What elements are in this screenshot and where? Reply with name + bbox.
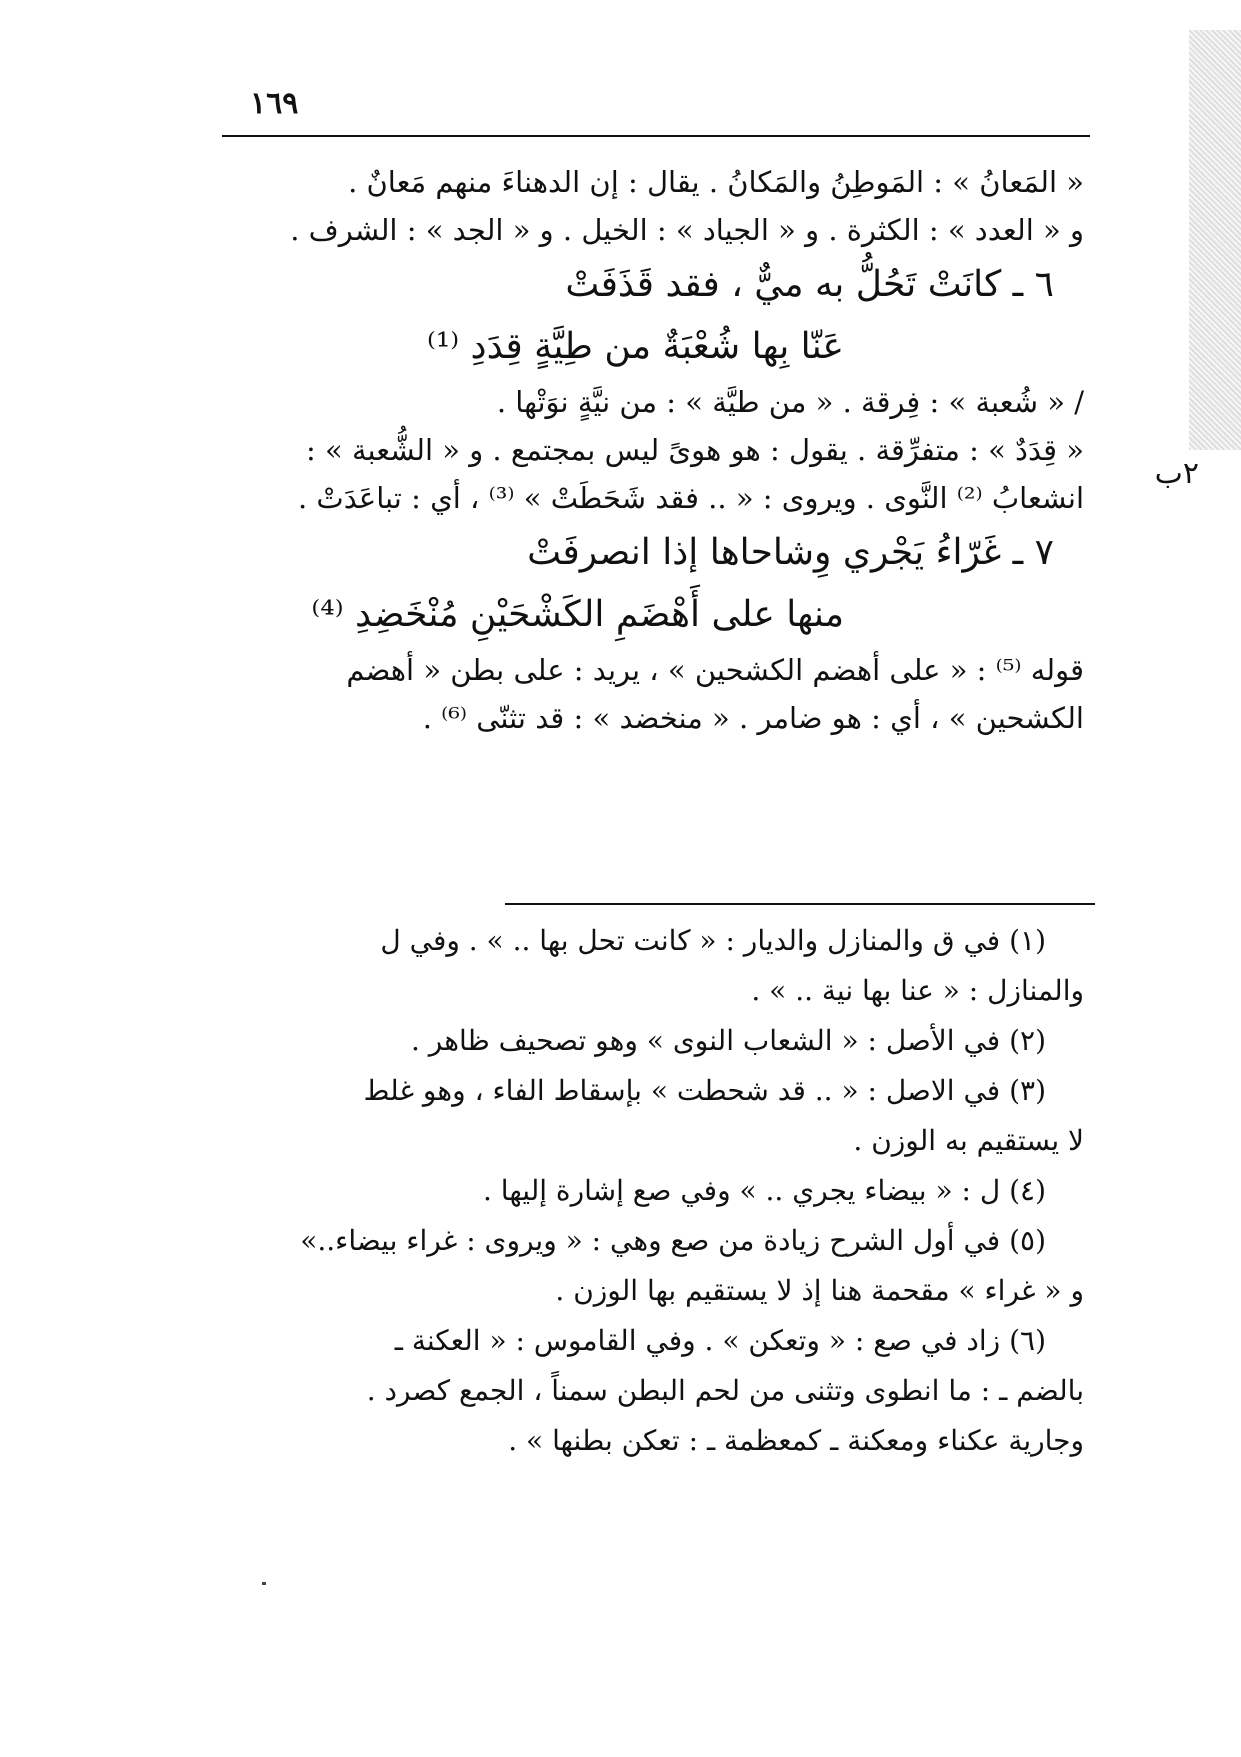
verse-6-hemistich-2: عَنّا بِها شُعْبَةٌ من طِيَّةٍ قِدَدِ ⁽¹⁾ <box>426 326 844 367</box>
scan-edge-shadow <box>1189 30 1241 450</box>
verse-6-hemistich-1: ٦ ـ كانَتْ تَحُلُّ به ميٌّ ، فقد قَذَفَتْ <box>565 264 1054 305</box>
commentary-line: قوله ⁽⁵⁾ : « على أهضم الكشحين » ، يريد : على بطن « أهضم <box>346 653 1084 687</box>
footnote-line: و « غراء » مقحمة هنا إذ لا يستقيم بها الوزن . <box>555 1274 1084 1307</box>
commentary-line: الكشحين » ، أي : هو ضامر . « منخضد » : قد تثنّى ⁽⁶⁾ . <box>422 701 1084 735</box>
footnote-line: بالضم ـ : ما انطوى وتثنى من لحم البطن سمناً ، الجمع كصرد . <box>366 1374 1084 1407</box>
footnote-rule <box>505 903 1095 905</box>
footnote-line: (٣) في الاصل : « .. قد شحطت » بإسقاط الفاء ، وهو غلط <box>363 1074 1046 1107</box>
footnotes <box>214 916 1084 1466</box>
header-rule <box>222 135 1090 137</box>
commentary-line: « قِدَدٌ » : متفرِّقة . يقول : هو هوىً ليس بمجتمع . و « الشُّعبة » : <box>306 433 1084 467</box>
body-line: « المَعانُ » : المَوطِنُ والمَكانُ . يقال : إن الدهناءَ منهم مَعانٌ . <box>348 165 1084 199</box>
footnote-line: (٦) زاد في صع : « وتعكن » . وفي القاموس : « العكنة ـ <box>394 1324 1046 1357</box>
main-text <box>214 158 1084 742</box>
scan-speck <box>262 1582 266 1585</box>
footnote-line: (٥) في أول الشرح زيادة من صع وهي : « ويروى : غراء بيضاء..» <box>300 1224 1046 1257</box>
commentary-line: انشعابُ ⁽²⁾ النَّوى . ويروى : « .. فقد شَحَطَتْ » ⁽³⁾ ، أي : تباعَدَتْ . <box>297 481 1084 515</box>
footnote-line: والمنازل : « عنا بها نية .. » . <box>751 974 1084 1007</box>
margin-note: ٢ب <box>1154 456 1199 491</box>
body-line: و « العدد » : الكثرة . و « الجياد » : الخيل . و « الجد » : الشرف . <box>290 213 1084 247</box>
commentary-line: / « شُعبة » : فِرقة . « من طيَّة » : من نيَّةٍ نوَتْها . <box>496 385 1084 419</box>
footnote-line: وجارية عكناء ومعكنة ـ كمعظمة ـ : تعكن بطنها » . <box>508 1424 1084 1457</box>
footnote-line: (٢) في الأصل : « الشعاب النوى » وهو تصحيف ظاهر . <box>410 1024 1046 1057</box>
verse-7-hemistich-1: ٧ ـ غَرّاءُ يَجْري وِشاحاها إذا انصرفَتْ <box>527 532 1054 573</box>
footnote-line: لا يستقيم به الوزن . <box>853 1124 1084 1157</box>
footnote-line: (١) في ق والمنازل والديار : « كانت تحل بها .. » . وفي ل <box>380 924 1046 957</box>
verse-7-hemistich-2: منها على أَهْضَمِ الكَشْحَيْنِ مُنْخَضِدِ ⁽⁴⁾ <box>311 594 844 635</box>
footnote-line: (٤) ل : « بيضاء يجري .. » وفي صع إشارة إليها . <box>483 1174 1046 1207</box>
page-number: ١٦٩ <box>250 86 299 121</box>
